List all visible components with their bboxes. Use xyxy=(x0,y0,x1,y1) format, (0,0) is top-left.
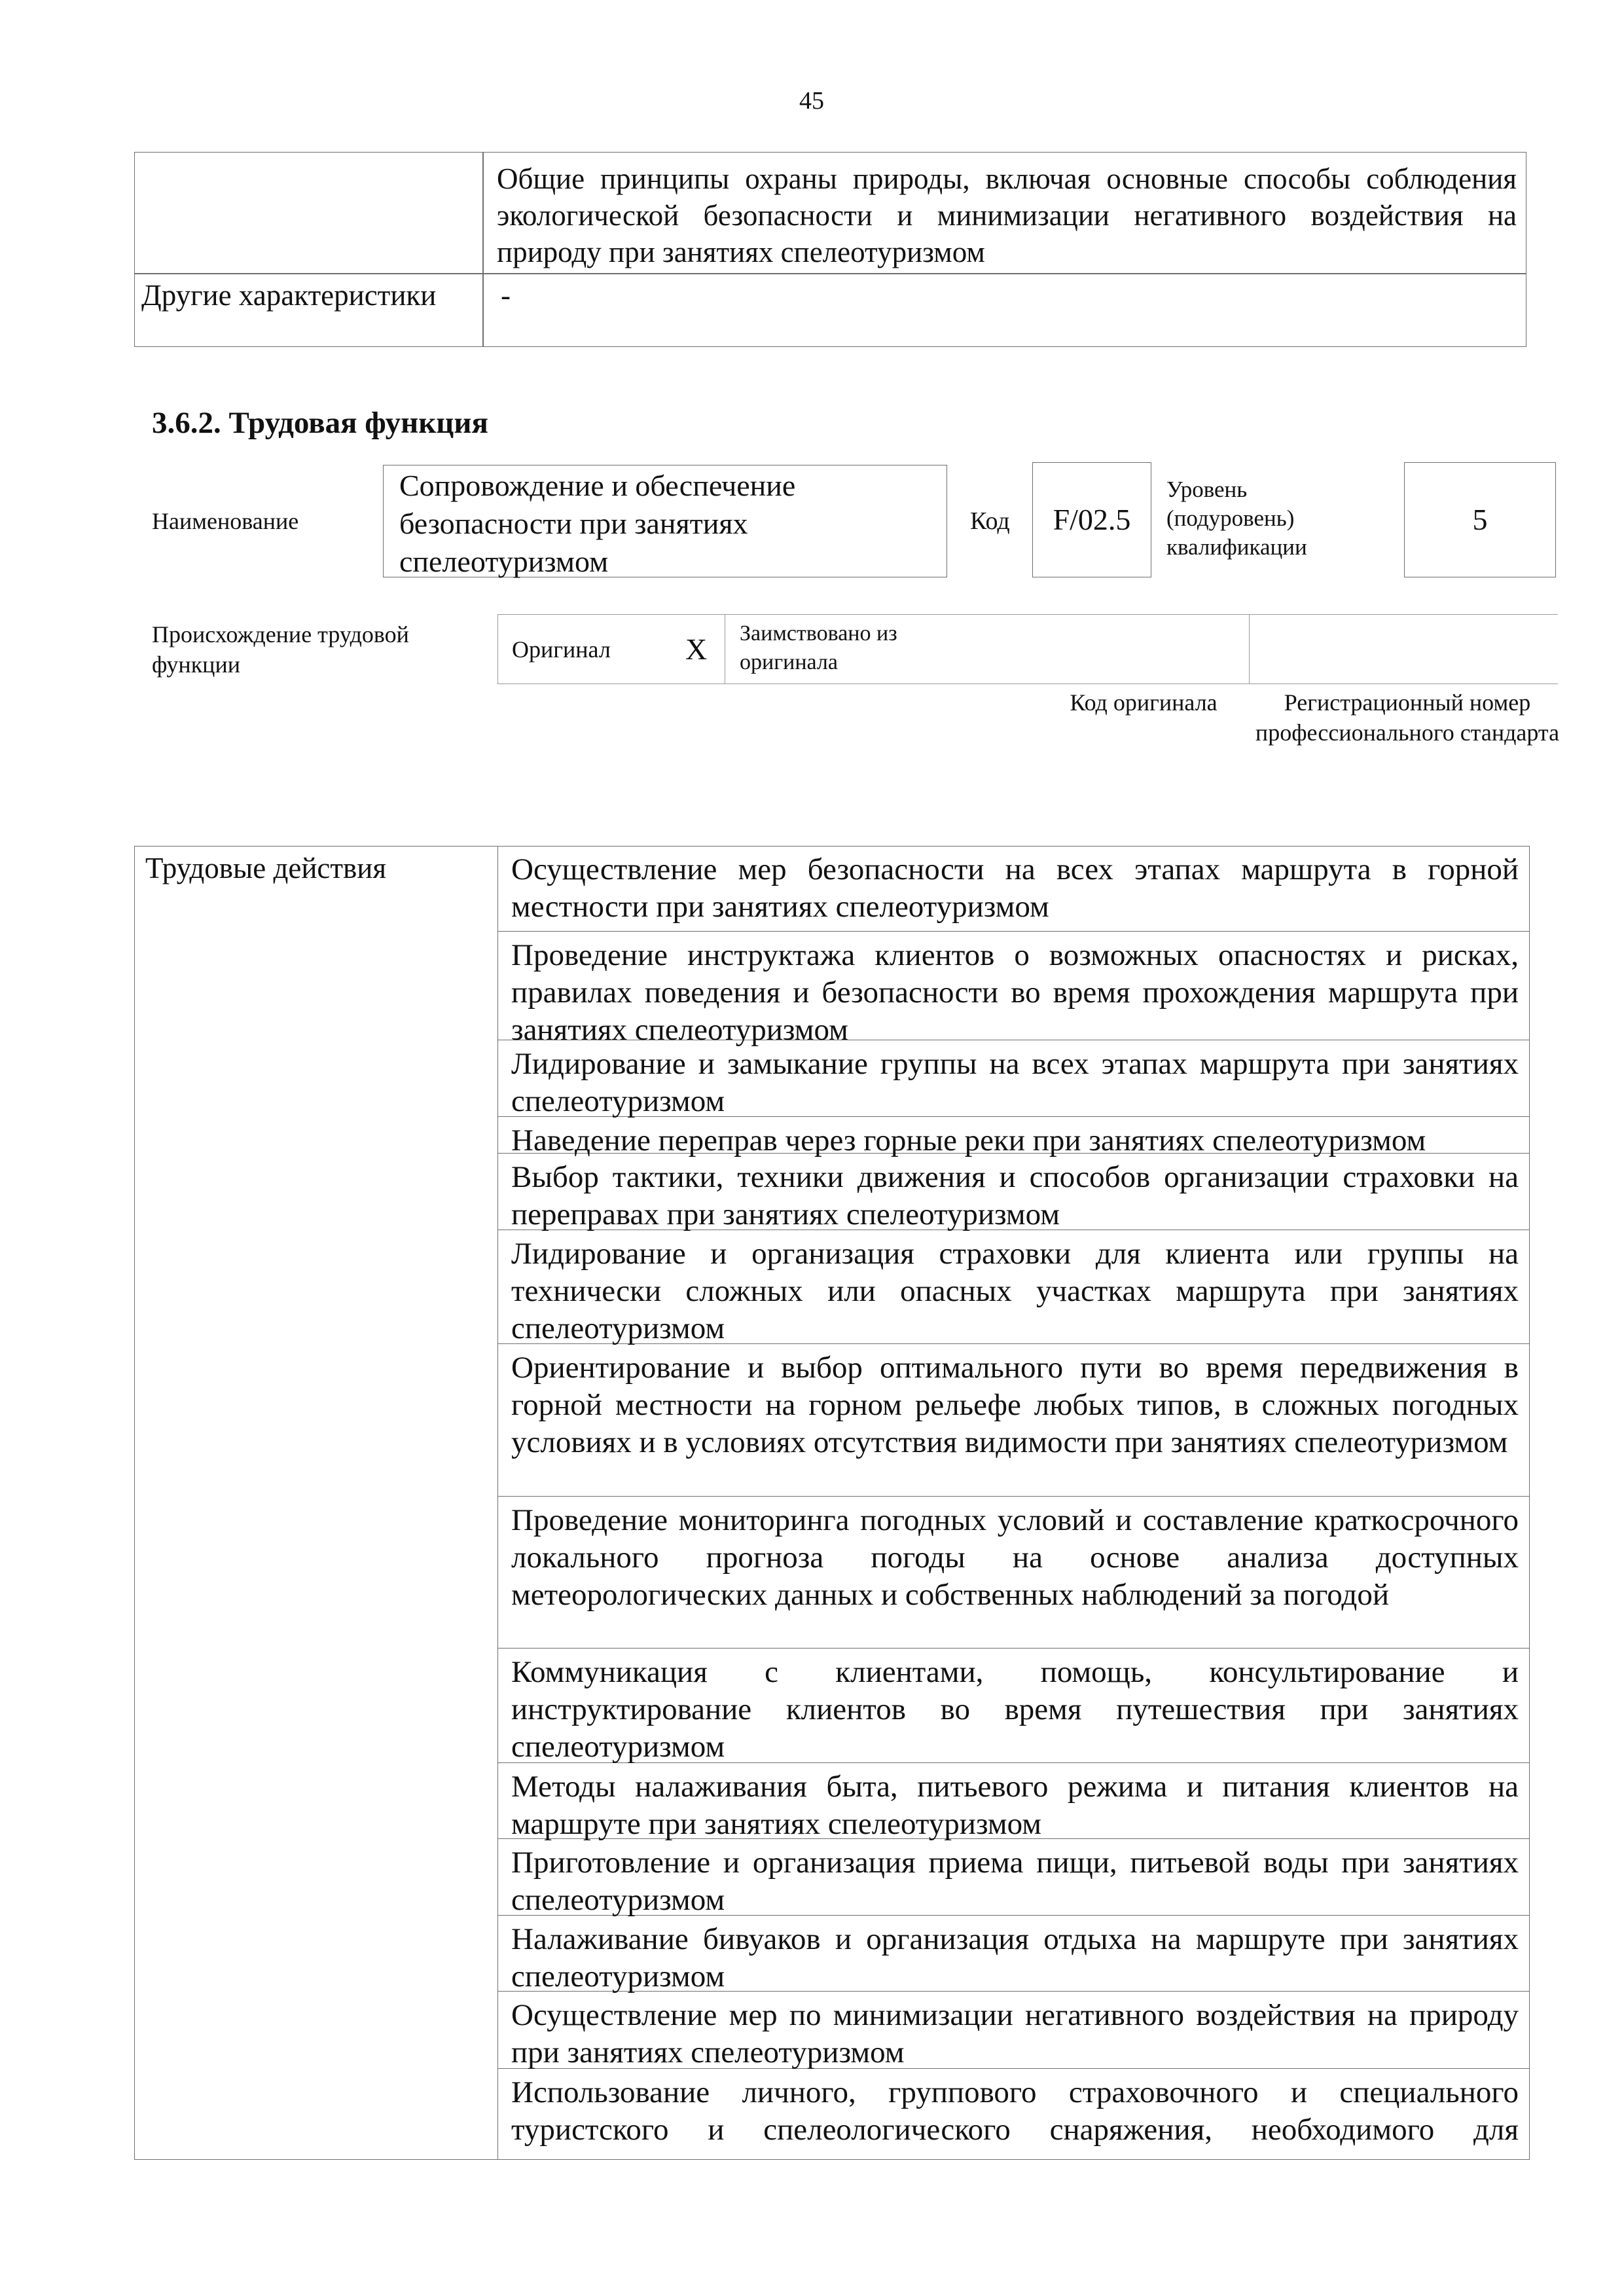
labor-action-item: Выбор тактики, техники движения и способов организации страховки на переправах при занятиях спелеотуризмом xyxy=(497,1154,1529,1230)
origin-divider-right xyxy=(1249,614,1250,683)
code-label: Код xyxy=(970,507,1010,535)
labor-action-item: Осуществление мер безопасности на всех этапах маршрута в горной местности при занятиях спелеотуризмом xyxy=(497,846,1529,932)
code-value: F/02.5 xyxy=(1032,462,1151,577)
labor-action-item: Приготовление и организация приема пищи, питьевой воды при занятиях спелеотуризмом xyxy=(497,1839,1529,1916)
top-table-row1-label-cell xyxy=(134,152,483,274)
labor-action-item: Ориентирование и выбор оптимального пути во время передвижения в горной местности на горном рельефе любых типов, в сложных погодных условиях и в условиях отсутствия видимости при занятиях спелеотуризмом xyxy=(497,1344,1529,1497)
origin-row-bottom-line xyxy=(497,683,1558,684)
name-label: Наименование xyxy=(152,508,299,534)
top-table-row2-value: - xyxy=(483,274,1526,347)
labor-action-item: Лидирование и замыкание группы на всех этапах маршрута при занятиях спелеотуризмом xyxy=(497,1040,1529,1117)
top-table-row2-label: Другие характеристики xyxy=(134,274,483,347)
labor-action-item: Коммуникация с клиентами, помощь, консультирование и инструктирование клиентов во время путешествия при занятиях спелеотуризмом xyxy=(497,1649,1529,1763)
labor-action-item: Налаживание бивуаков и организация отдыха на маршруте при занятиях спелеотуризмом xyxy=(497,1916,1529,1992)
origin-row-top-line xyxy=(497,614,1558,615)
level-value: 5 xyxy=(1404,462,1556,577)
borrowed-label: Заимствовано из оригинала xyxy=(740,621,897,674)
labor-actions-right-border xyxy=(1529,846,1530,2160)
origin-divider-left xyxy=(497,614,498,683)
code-original-caption: Код оригинала xyxy=(1070,689,1218,716)
labor-actions-label-cell xyxy=(134,846,497,2160)
reg-number-caption: Регистрационный номер профессионального стандарта xyxy=(1255,689,1560,746)
labor-actions-label: Трудовые действия xyxy=(145,852,387,884)
level-label: Уровень (подуровень) квалификации xyxy=(1166,477,1307,560)
labor-action-item: Проведение инструктажа клиентов о возможных опасностях и рисках, правилах поведения и безопасности во время прохождения маршрута при занятиях спелеотуризмом xyxy=(497,932,1529,1040)
origin-label: Происхождение трудовой функции xyxy=(152,621,409,678)
page-number: 45 xyxy=(799,87,824,115)
original-label: Оригинал xyxy=(512,636,611,663)
labor-action-item: Осуществление мер по минимизации негативного воздействия на природу при занятиях спелеотуризмом xyxy=(497,1992,1529,2069)
labor-action-item: Наведение переправ через горные реки при занятиях спелеотуризмом xyxy=(497,1117,1529,1154)
labor-action-item: Использование личного, группового страховочного и специального туристского и спелеологического снаряжения, необходимого для xyxy=(497,2069,1529,2160)
section-heading: 3.6.2. Трудовая функция xyxy=(152,406,488,440)
labor-action-item: Методы налаживания быта, питьевого режима и питания клиентов на маршруте при занятиях спелеотуризмом xyxy=(497,1763,1529,1839)
function-name-value: Сопровождение и обеспечение безопасности при занятиях спелеотуризмом xyxy=(383,465,947,577)
labor-action-item: Проведение мониторинга погодных условий и составление краткосрочного локального прогноза погоды на основе анализа доступных метеорологических данных и собственных наблюдений за погодой xyxy=(497,1497,1529,1649)
top-table-row1-text: Общие принципы охраны природы, включая основные способы соблюдения экологической безопасности и минимизации негативного воздействия на природу при занятиях спелеотуризмом xyxy=(483,152,1526,274)
original-mark: X xyxy=(685,632,708,666)
labor-action-item: Лидирование и организация страховки для клиента или группы на технически сложных или опасных участках маршрута при занятиях спелеотуризмом xyxy=(497,1230,1529,1344)
